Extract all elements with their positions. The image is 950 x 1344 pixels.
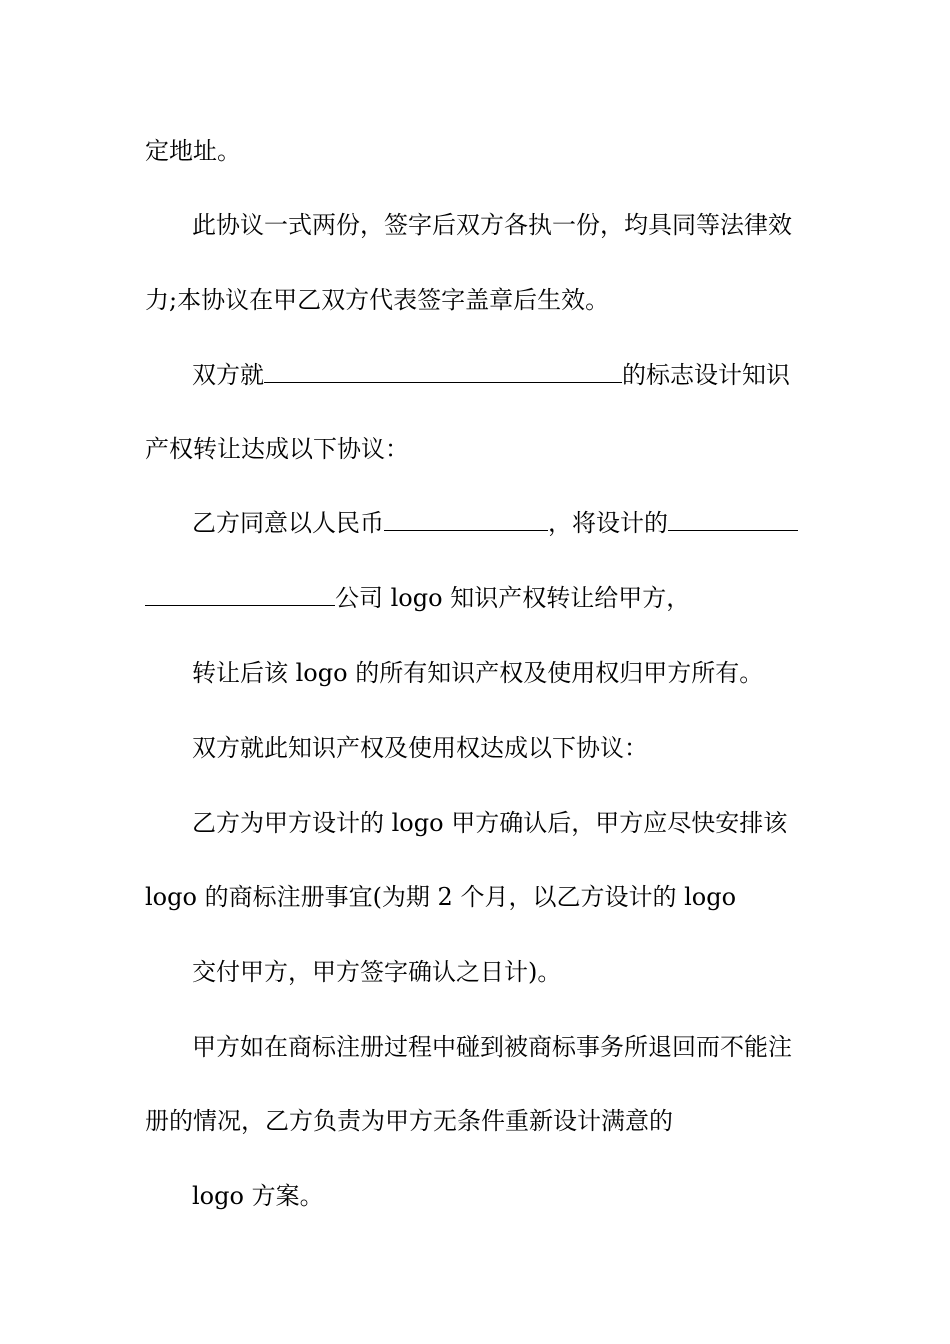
- text-line-4-end: 的标志设计知识: [622, 361, 790, 389]
- text-line-3: 力;本协议在甲乙双方代表签字盖章后生效。: [145, 286, 610, 314]
- text-line-10: 乙方为甲方设计的 logo 甲方确认后，甲方应尽快安排该: [192, 809, 788, 837]
- text-line-1: 定地址。: [145, 137, 241, 165]
- text-line-6-start: 乙方同意以人民币: [192, 509, 384, 537]
- text-line-13: 甲方如在商标注册过程中碰到被商标事务所退回而不能注: [192, 1033, 792, 1061]
- text-line-5: 产权转让达成以下协议：: [145, 435, 409, 463]
- blank-underline-company-part1: [668, 508, 798, 531]
- text-line-9: 双方就此知识产权及使用权达成以下协议：: [192, 734, 648, 762]
- text-line-7: [145, 583, 690, 613]
- text-line-2: 此协议一式两份，签字后双方各执一份，均具同等法律效: [192, 211, 792, 239]
- text-line-4-start: 双方就: [192, 361, 264, 389]
- text-line-12: 交付甲方，甲方签字确认之日计)。: [192, 958, 562, 986]
- text-line-6-mid: ，将设计的: [548, 509, 668, 537]
- blank-underline-company-part2: [145, 583, 335, 606]
- blank-underline-logo-name: [264, 360, 622, 383]
- blank-underline-amount: [384, 508, 548, 531]
- text-line-15: logo 方案。: [192, 1182, 324, 1210]
- text-line-7-end: 公司 logo 知识产权转让给甲方，: [335, 584, 691, 612]
- text-line-6: [192, 508, 798, 538]
- text-line-11: logo 的商标注册事宜(为期 2 个月，以乙方设计的 logo: [145, 883, 737, 911]
- text-line-8: 转让后该 logo 的所有知识产权及使用权归甲方所有。: [192, 659, 764, 687]
- text-line-14: 册的情况，乙方负责为甲方无条件重新设计满意的: [145, 1107, 673, 1135]
- text-line-4: [192, 360, 790, 390]
